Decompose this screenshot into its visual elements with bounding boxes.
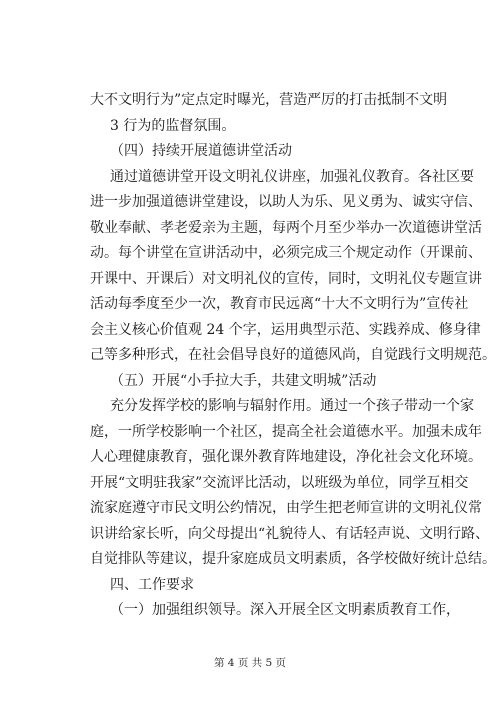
text-line: 人心理健康教育，强化课外教育阵地建设，净化社会文化环境。 — [90, 449, 482, 465]
text-line: 开展“文明驻我家”交流评比活动，以班级为单位，同学互相交 — [90, 474, 469, 491]
text-line: 流家庭遵守市民文明公约情况，由学生把老师宣讲的文明礼仪常 — [90, 500, 482, 516]
text-line: 敬业奉献、孝老爱亲为主题，每两个月至少举办一次道德讲堂活 — [90, 219, 482, 236]
text-line: 活动每季度至少一次，教育市民远离“十大不文明行为”宣传社 — [90, 296, 469, 312]
body-text — [90, 88, 496, 624]
text-line: 四、工作要求 — [110, 576, 194, 593]
text-line: （一）加强组织领导。深入开展全区文明素质教育工作， — [110, 602, 460, 618]
page-footer: 第 4 页 共 5 页 — [213, 657, 287, 669]
text-line: 动。每个讲堂在宣讲活动中，必须完成三个规定动作（开课前、 — [90, 245, 482, 261]
text-line: 通过道德讲堂开设文明礼仪讲座，加强礼仪教育。各社区要 — [110, 168, 474, 185]
text-line: 充分发挥学校的影响与辐射作用。通过一个孩子带动一个家 — [110, 398, 474, 414]
text-line: （五）开展“小手拉大手，共建文明城”活动 — [110, 372, 377, 389]
text-line: 大不文明行为”定点定时曝光，营造严厉的打击抵制不文明 — [90, 92, 448, 108]
text-line: 会主义核心价值观 24 个字，运用典型示范、实践养成、修身律 — [90, 321, 481, 338]
text-line: （四）持续开展道德讲堂活动 — [110, 143, 292, 159]
text-line: 3 行为的监督氛围。 — [110, 117, 236, 134]
text-line: 进一步加强道德讲堂建设，以助人为乐、见义勇为、诚实守信、 — [90, 194, 482, 210]
text-line: 庭，一所学校影响一个社区，提高全社会道德水平。加强未成年 — [90, 423, 482, 440]
text-line: 开课中、开课后）对文明礼仪的宣传，同时，文明礼仪专题宣讲 — [90, 270, 482, 287]
text-line: 己等多种形式，在社会倡导良好的道德风尚，自觉践行文明规范。 — [90, 347, 496, 363]
text-line: 识讲给家长听，向父母提出“礼貌待人、有话轻声说、文明行路、 — [90, 525, 490, 542]
text-line: 自觉排队等建议，提升家庭成员文明素质，各学校做好统计总结。 — [90, 551, 496, 567]
